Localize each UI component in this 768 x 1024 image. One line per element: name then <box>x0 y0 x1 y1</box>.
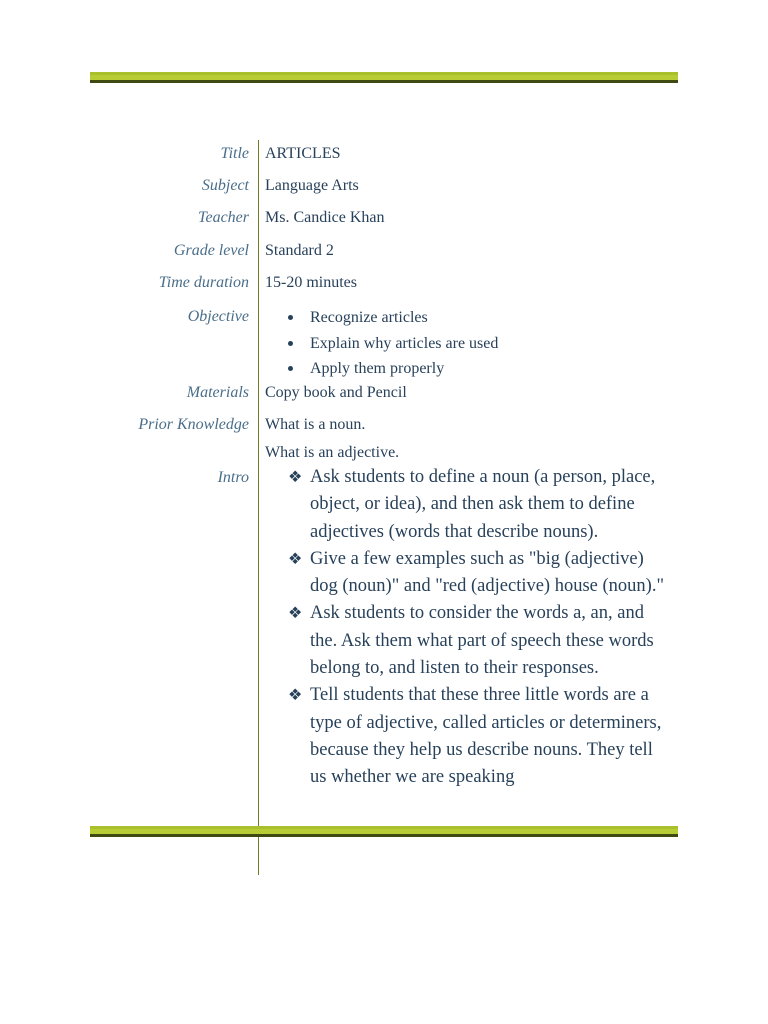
subject-label: Subject <box>201 177 249 194</box>
grade-level-label: Grade level <box>173 242 249 259</box>
time-duration-label: Time duration <box>158 274 249 291</box>
diamond-bullet-icon: ❖ <box>288 469 303 486</box>
prior-knowledge-line-2: What is an adjective. <box>265 444 400 461</box>
list-item: Explain why articles are used <box>288 331 498 357</box>
diamond-bullet-icon: ❖ <box>288 687 303 705</box>
diamond-bullet-icon: ❖ <box>288 550 303 568</box>
bullet-icon <box>288 366 293 371</box>
bullet-icon <box>288 315 293 320</box>
objective-label: Objective <box>187 308 249 325</box>
list-item: ❖ Give a few examples such as "big (adjective) dog (noun)" and "red (adjective) house (noun)." <box>288 546 673 601</box>
title-label: Title <box>220 145 249 162</box>
intro-list <box>288 464 673 792</box>
teacher-value: Ms. Candice Khan <box>265 209 385 226</box>
diamond-bullet-icon: ❖ <box>288 605 303 623</box>
list-item: ❖ Ask students to consider the words a, an, and the. Ask them what part of speech these words belong to, and listen to their responses. <box>288 600 673 682</box>
column-divider <box>258 140 259 875</box>
title-value: ARTICLES <box>265 145 341 162</box>
list-item: ❖ Ask students to define a noun (a person, place, object, or idea), and then ask them to define adjectives (words that describe nouns). <box>288 464 673 546</box>
list-item: Apply them properly <box>288 356 498 382</box>
intro-label: Intro <box>217 469 249 486</box>
top-rule-divider <box>90 72 678 83</box>
prior-knowledge-label: Prior Knowledge <box>138 416 249 433</box>
list-item: Recognize articles <box>288 305 498 331</box>
materials-value: Copy book and Pencil <box>265 384 407 401</box>
list-item: ❖ Tell students that these three little words are a type of adjective, called articles or determiners, because they help us describe nouns. They tell us whether we are speaking <box>288 682 673 791</box>
materials-label: Materials <box>186 384 249 401</box>
subject-value: Language Arts <box>265 177 359 194</box>
bottom-rule-divider <box>90 826 678 837</box>
objective-list <box>288 305 498 382</box>
bullet-icon <box>288 341 293 346</box>
time-duration-value: 15-20 minutes <box>265 274 357 291</box>
teacher-label: Teacher <box>198 209 249 226</box>
grade-level-value: Standard 2 <box>265 242 334 259</box>
prior-knowledge-line-1: What is a noun. <box>265 416 366 433</box>
